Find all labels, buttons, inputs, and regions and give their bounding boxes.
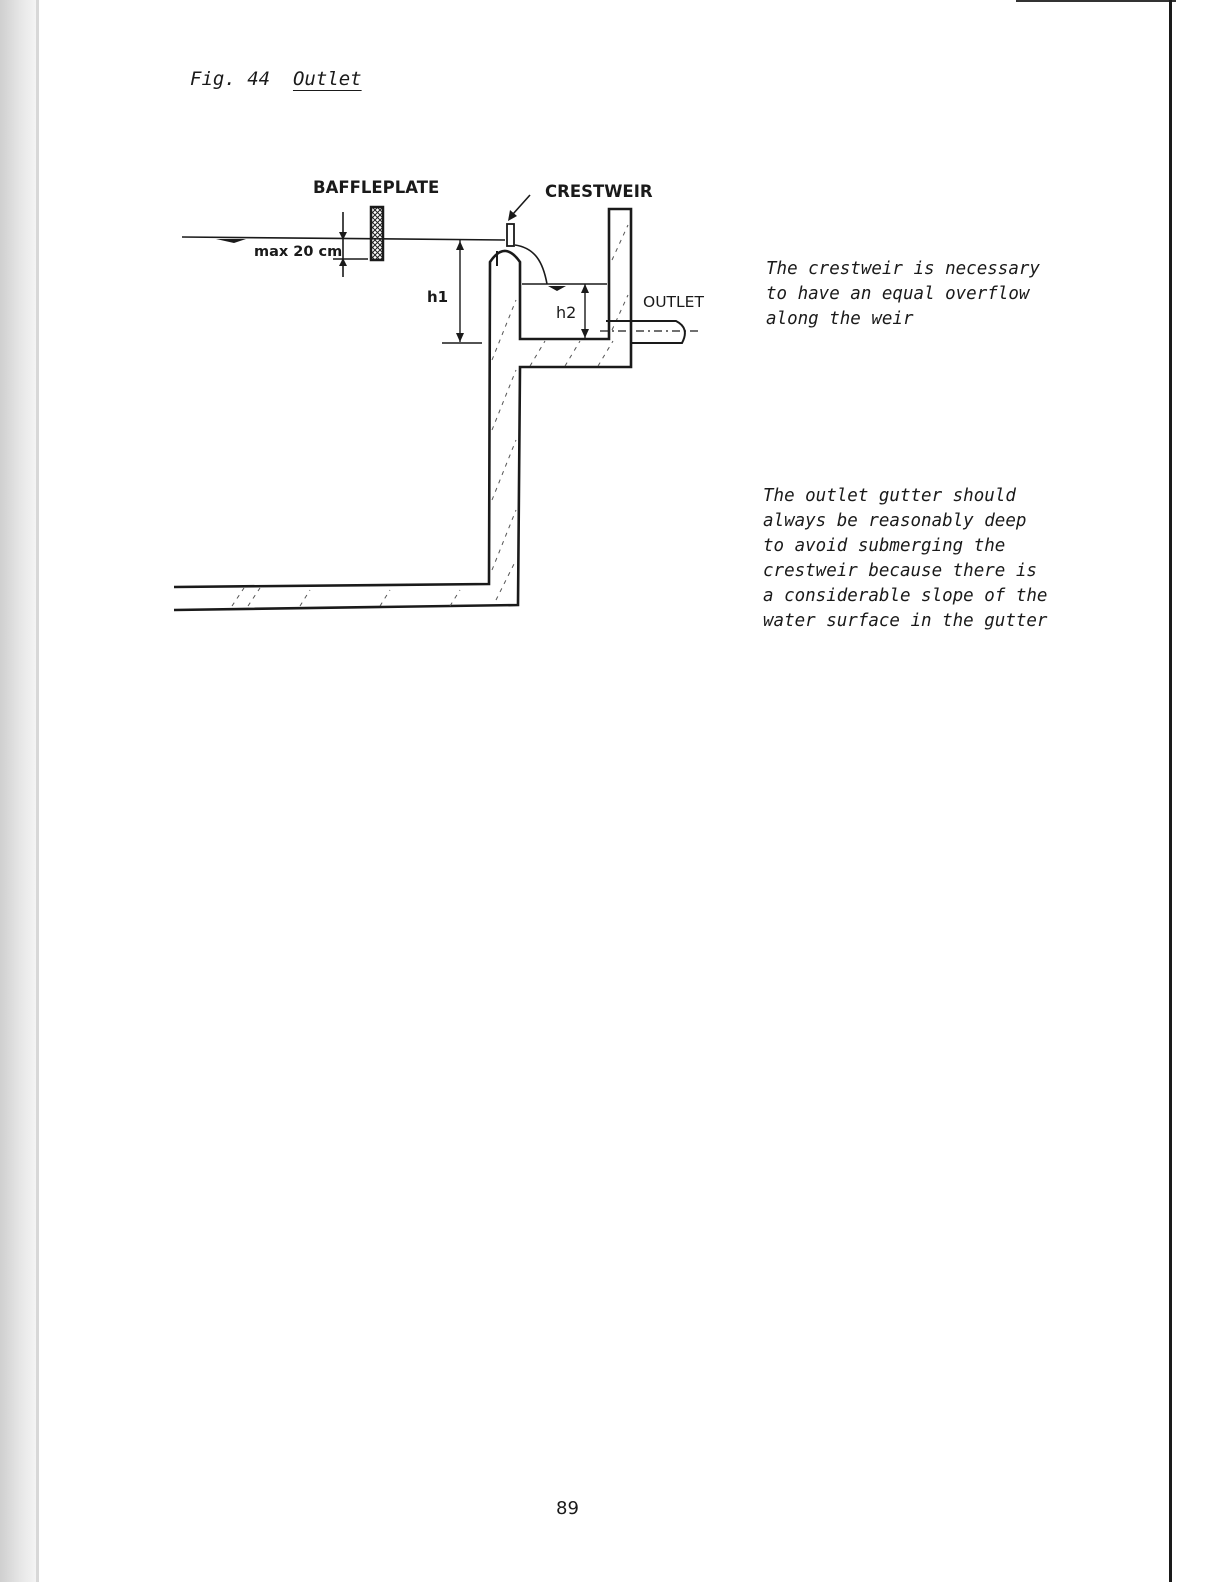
crestweir-plate	[507, 224, 514, 246]
outlet-pipe	[606, 321, 685, 343]
page-number: 89	[556, 1498, 579, 1519]
max-depth-label: max 20 cm	[254, 244, 343, 260]
gutter-note: The outlet gutter should always be reasonably deep to avoid submerging the crestweir because there is a considerable slope of the water surface in the gutter	[763, 486, 1048, 631]
gutter-water-mark	[548, 286, 566, 291]
baffleplate-label: BAFFLEPLATE	[313, 178, 440, 197]
crestweir-note: The crestweir is necessary to have an equal overflow along the weir	[766, 259, 1040, 329]
outlet-label: OUTLET	[643, 293, 704, 311]
figure-label: Fig. 44	[190, 68, 271, 90]
crestweir-label: CRESTWEIR	[545, 182, 653, 201]
crestweir-pointer	[513, 195, 530, 214]
figure-title: Outlet	[292, 68, 362, 90]
h2-label: h2	[556, 303, 577, 322]
concrete-hatching	[232, 225, 628, 606]
baffleplate	[371, 207, 383, 260]
h1-label: h1	[427, 288, 449, 306]
tank-wall-outline	[174, 209, 631, 610]
water-level-mark	[216, 239, 246, 243]
